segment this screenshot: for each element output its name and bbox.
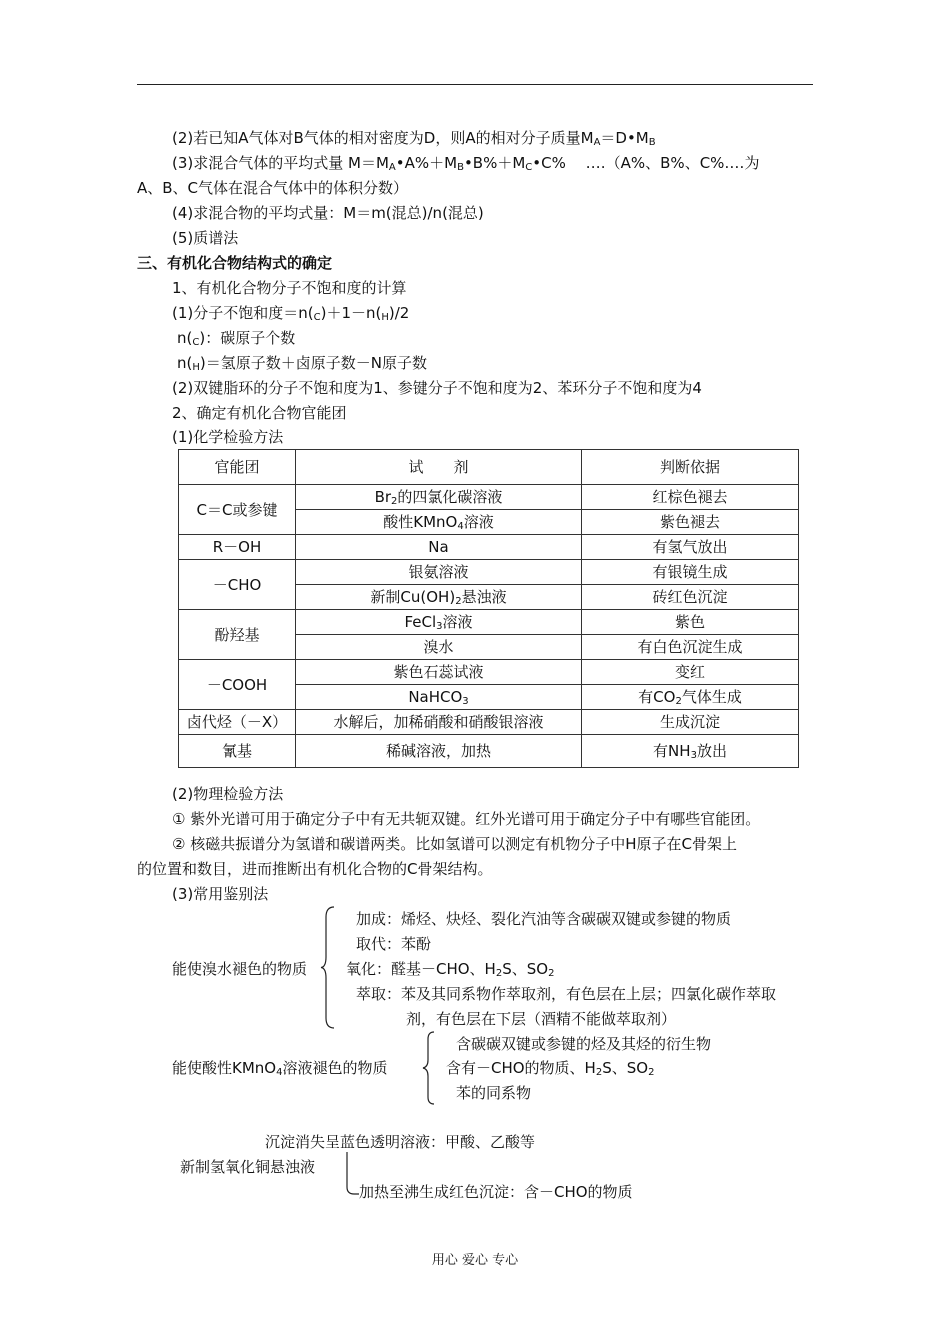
- cuoh-item: 沉淀消失呈蓝色透明溶液：甲酸、乙酸等: [265, 1133, 536, 1151]
- bromine-item: 剂，有色层在下层（酒精不能做萃取剂）: [406, 1010, 677, 1028]
- result-cell: 紫色: [582, 610, 799, 635]
- reagent-cell: 酸性KMnO$_4$溶液: [296, 510, 582, 535]
- reagent-cell: 紫色石蕊试液: [296, 660, 582, 685]
- text-line: (3)求混合气体的平均式量 $M=M_A•A\%+M_B•B\%+M_C•C\%$ ‥‥（A%、B%、C%‥‥为: [172, 154, 760, 173]
- reagent-cell: 溴水: [296, 635, 582, 660]
- table-row: [179, 485, 799, 510]
- cuoh-label: 新制氢氧化铜悬浊液: [180, 1158, 316, 1176]
- table-header: 判断依据: [582, 450, 799, 485]
- reagent-cell: Na: [296, 535, 582, 560]
- table-header: 试 剂: [296, 450, 582, 485]
- bromine-item: 萃取：苯及其同系物作萃取剂，有色层在上层；四氯化碳作萃取: [356, 985, 777, 1003]
- table-row: [179, 560, 799, 585]
- result-cell: 生成沉淀: [582, 710, 799, 735]
- bromine-item: 加成：烯烃、炔烃、裂化汽油等含碳碳双键或参键的物质: [356, 910, 732, 928]
- result-cell: 变红: [582, 660, 799, 685]
- group-cell: 氰基: [179, 735, 296, 768]
- bromine-label: 能使溴水褪色的物质: [172, 960, 308, 978]
- result-cell: 有$CO_2$气体生成: [582, 685, 799, 710]
- branch-bracket-icon: [346, 1150, 360, 1196]
- result-cell: 紫色褪去: [582, 510, 799, 535]
- result-cell: 红棕色褪去: [582, 485, 799, 510]
- table-header-row: [179, 450, 799, 485]
- left-brace-icon: [320, 905, 336, 1030]
- text-line: (1)化学检验方法: [172, 428, 284, 446]
- text-line: ② 核磁共振谱分为氢谱和碳谱两类。比如氢谱可以测定有机物分子中H原子在C骨架上: [172, 835, 737, 853]
- reagent-cell: $Br_2$的四氯化碳溶液: [296, 485, 582, 510]
- text-line: ① 紫外光谱可用于确定分子中有无共轭双键。红外光谱可用于确定分子中有哪些官能团。: [172, 810, 761, 828]
- text-line: (2)若已知A气体对B气体的相对密度为D，则A的相对分子质量$M_A=D•M_B$: [172, 129, 656, 148]
- table-header: 官能团: [179, 450, 296, 485]
- text-line: $n(_H)=$氢原子数＋卤原子数－N原子数: [177, 354, 427, 373]
- group-cell: C＝C或参键: [179, 485, 296, 535]
- kmno4-item: 含碳碳双键或参键的烃及其烃的衍生物: [456, 1035, 712, 1053]
- group-cell: －CHO: [179, 560, 296, 610]
- text-line: 的位置和数目，进而推断出有机化合物的C骨架结构。: [137, 860, 493, 878]
- section-heading: 三、有机化合物结构式的确定: [137, 254, 333, 272]
- group-cell: 卤代烃（－X）: [179, 710, 296, 735]
- bromine-item: 氧化：醛基－CHO、$H_2S$、$SO_2$: [346, 960, 555, 979]
- table-row: [179, 535, 799, 560]
- group-cell: －COOH: [179, 660, 296, 710]
- test-method-table: [178, 449, 799, 768]
- reagent-cell: NaHCO$_3$: [296, 685, 582, 710]
- text-line: $n(_C)$：碳原子个数: [177, 329, 296, 348]
- cuoh-item: 加热至沸生成红色沉淀：含－CHO的物质: [359, 1183, 633, 1201]
- table-row: [179, 660, 799, 685]
- reagent-cell: FeCl$_3$溶液: [296, 610, 582, 635]
- kmno4-label: 能使酸性KMnO$_4$溶液褪色的物质: [172, 1059, 388, 1078]
- header-rule: [137, 84, 813, 85]
- text-line: 2、确定有机化合物官能团: [172, 404, 347, 422]
- text-line: (5)质谱法: [172, 229, 239, 247]
- bromine-item: 取代：苯酚: [356, 935, 432, 953]
- kmno4-item: 苯的同系物: [456, 1084, 532, 1102]
- reagent-cell: 稀碱溶液，加热: [296, 735, 582, 768]
- group-cell: 酚羟基: [179, 610, 296, 660]
- table-row: [179, 610, 799, 635]
- result-cell: 有白色沉淀生成: [582, 635, 799, 660]
- result-cell: 有$NH_3$放出: [582, 735, 799, 768]
- text-line: A、B、C气体在混合气体中的体积分数）: [137, 179, 409, 197]
- kmno4-item: 含有－CHO的物质、$H_2S$、$SO_2$: [446, 1059, 655, 1078]
- result-cell: 有银镜生成: [582, 560, 799, 585]
- reagent-cell: 水解后，加稀硝酸和硝酸银溶液: [296, 710, 582, 735]
- text-line: (2)物理检验方法: [172, 785, 284, 803]
- result-cell: 砖红色沉淀: [582, 585, 799, 610]
- text-line: (3)常用鉴别法: [172, 885, 269, 903]
- text-line: 1、有机化合物分子不饱和度的计算: [172, 279, 407, 297]
- table-row: [179, 735, 799, 768]
- group-cell: R－OH: [179, 535, 296, 560]
- page-footer: 用心 爱心 专心: [431, 1253, 519, 1268]
- reagent-cell: 新制$Cu(OH)_2$悬浊液: [296, 585, 582, 610]
- reagent-cell: 银氨溶液: [296, 560, 582, 585]
- result-cell: 有氢气放出: [582, 535, 799, 560]
- text-line: (4)求混合物的平均式量：M＝m(混总)/n(混总): [172, 204, 484, 222]
- left-brace-icon: [422, 1030, 436, 1106]
- table-row: [179, 710, 799, 735]
- text-line: (2)双键脂环的分子不饱和度为1、参键分子不饱和度为2、苯环分子不饱和度为4: [172, 379, 702, 397]
- text-line: (1)分子不饱和度$=n(_C)+1-n(_H)/2$: [172, 304, 410, 323]
